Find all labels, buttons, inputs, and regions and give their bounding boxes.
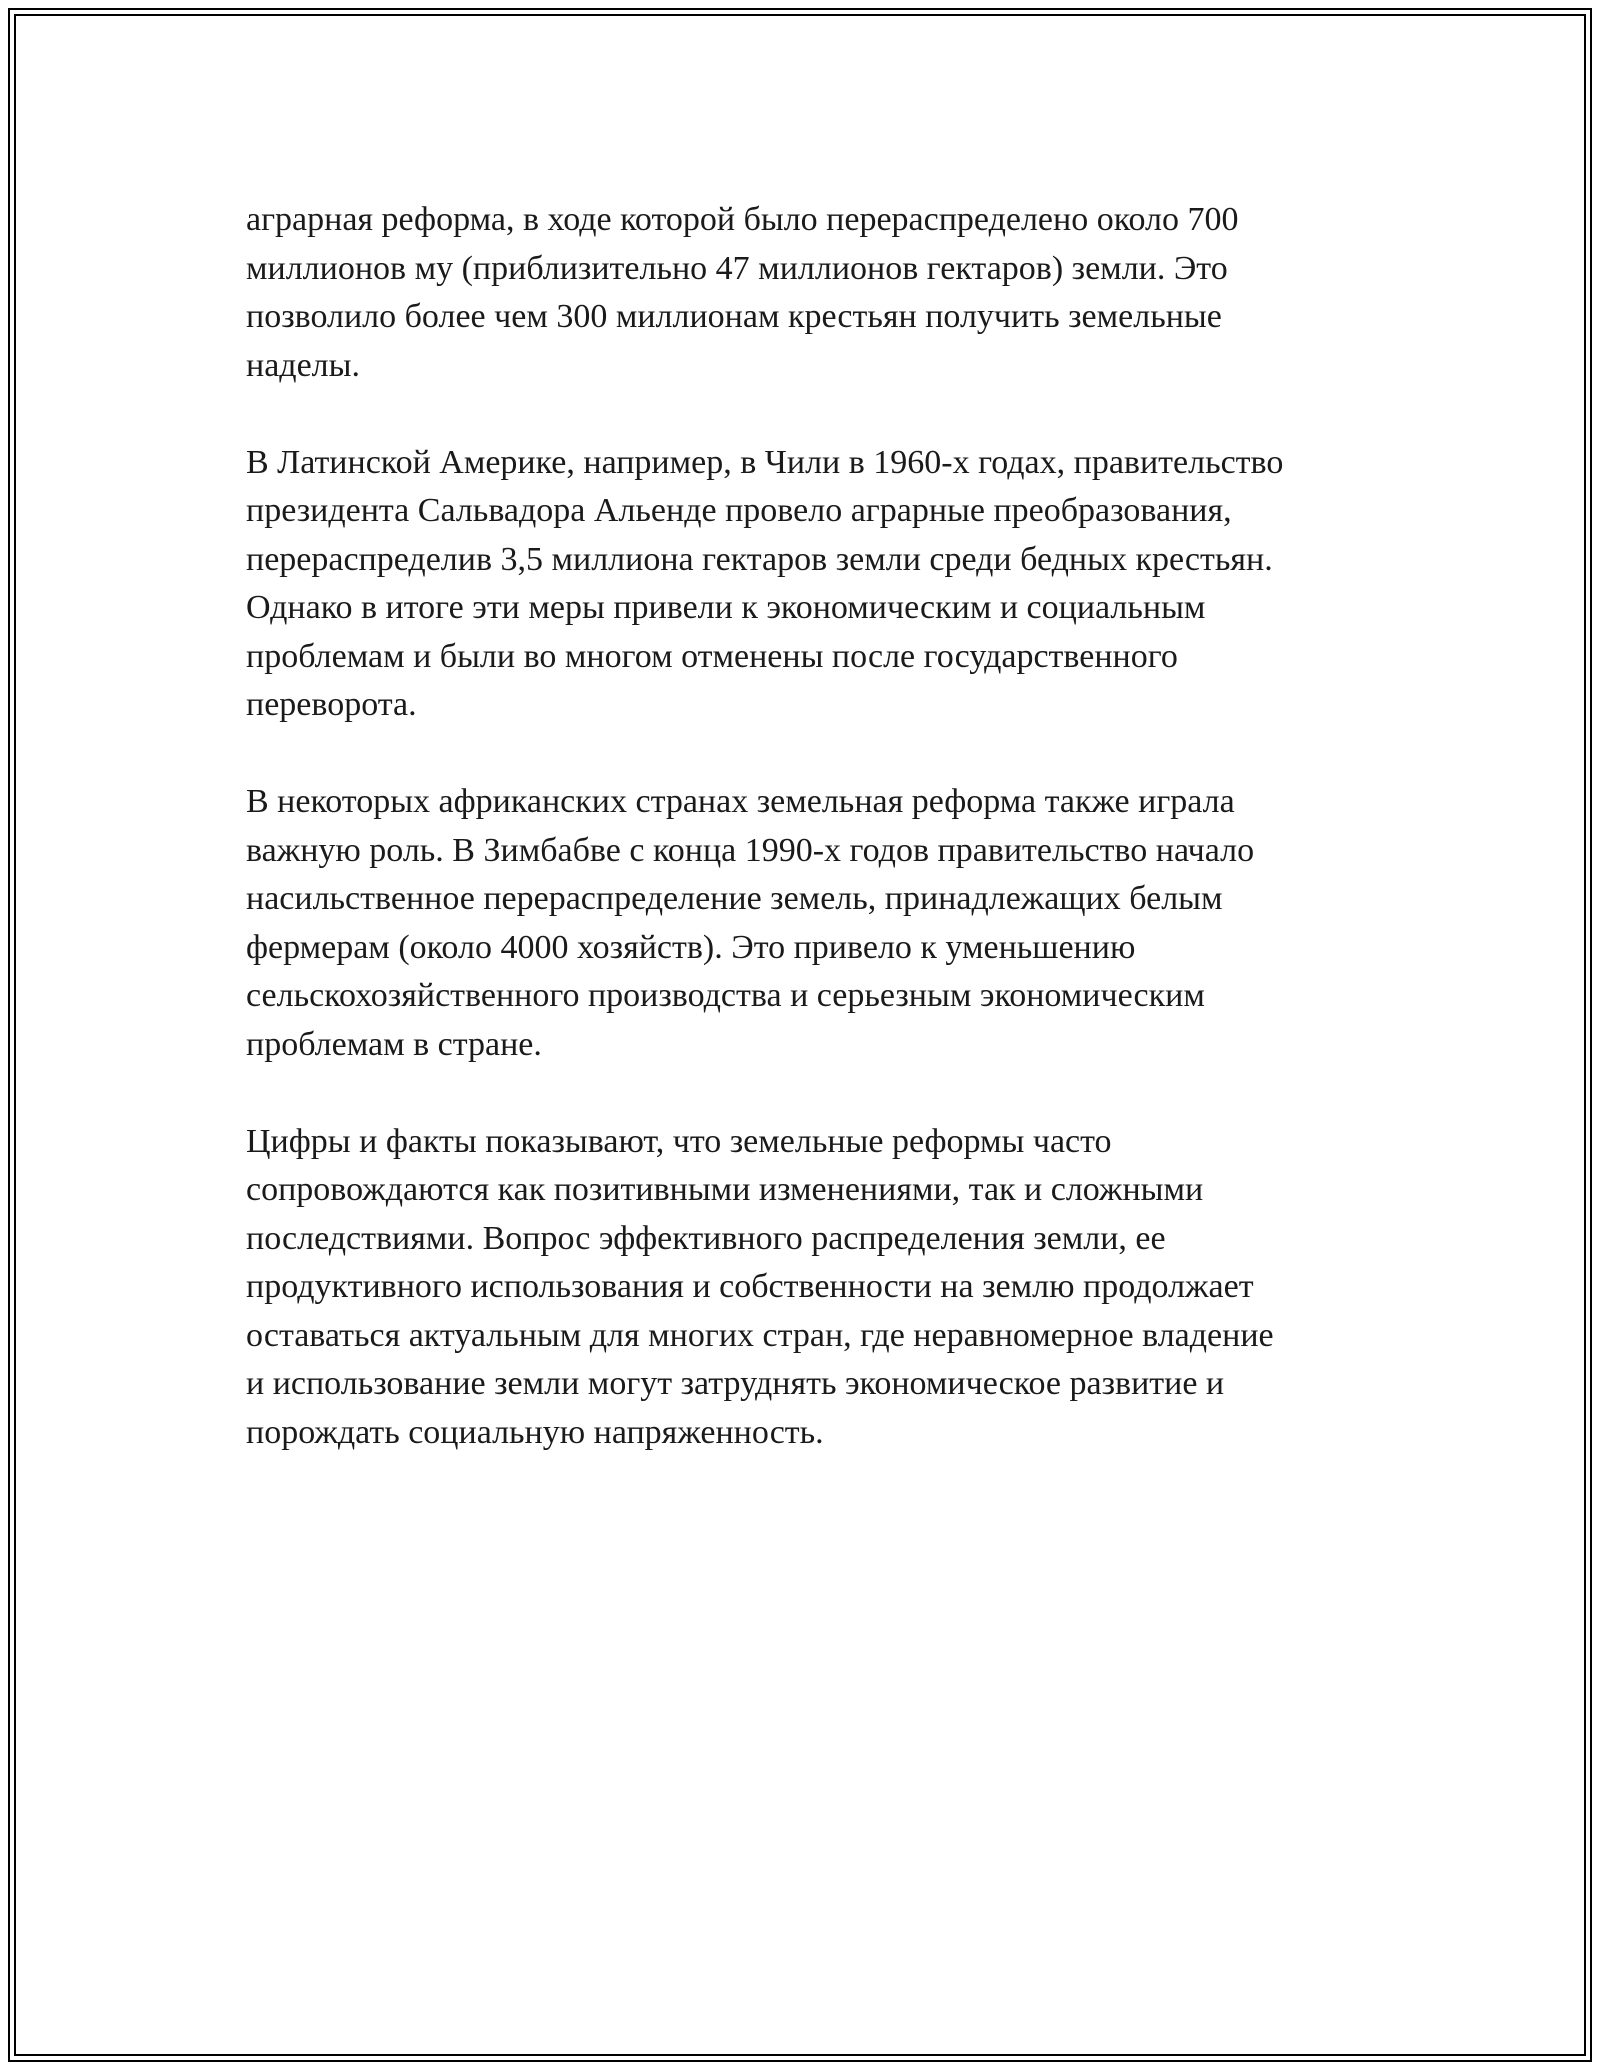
paragraph-conclusion: Цифры и факты показывают, что земельные реформы часто сопровождаются как позитивными изменениями, так и сложными последствиями. Вопрос эффективного распределения земли, ее продуктивного использования и собственности на землю продолжает оставаться актуальным для многих стран, где неравномерное владение и использование земли могут затруднять экономическое развитие и порождать социальную напряженность.	[246, 1122, 1274, 1451]
paragraph-china-reform: аграрная реформа, в ходе которой было перераспределено около 700 миллионов му (приблизительно 47 миллионов гектаров) земли. Это позволило более чем 300 миллионам крестьян получить земельные наделы.	[246, 201, 1239, 384]
document-body	[246, 196, 1396, 1506]
paragraph-africa: В некоторых африканских странах земельная реформа также играла важную роль. В Зимбабве с конца 1990-х годов правительство начало насильственное перераспределение земель, принадлежащих белым фермерам (около 4000 хозяйств). Это привело к уменьшению сельскохозяйственного производства и серьезным экономическим проблемам в стране.	[246, 783, 1255, 1063]
page-frame	[8, 8, 1592, 2062]
paragraph-latin-america: В Латинской Америке, например, в Чили в 1960-х годах, правительство президента Сальвадора Альенде провело аграрные преобразования, перераспределив 3,5 миллиона гектаров земли среди бедных крестьян. Однако в итоге эти меры привели к экономическим и социальным проблемам и были во многом отменены после государственного переворота.	[246, 443, 1284, 723]
